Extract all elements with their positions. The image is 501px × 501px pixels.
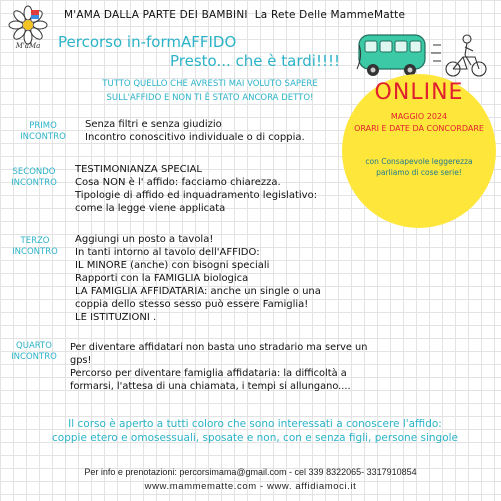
closing-text [30,417,480,445]
section-label-line: INCONTRO [20,132,66,142]
tagline-line: con Consapevole leggerezza [365,157,473,166]
network-name: La Rete Delle MammeMatte [254,9,406,21]
section-body-secondo [75,163,317,215]
course-title: Percorso in-formAFFIDO [58,33,237,51]
online-headline: ONLINE [374,80,464,105]
intro-line: TUTTO QUELLO CHE AVRESTI MAI VOLUTO SAPERE [102,79,318,89]
section-line: come la legge viene applicata [75,203,226,214]
section-line: Aggiungi un posto a tavola! [75,234,214,245]
flower-logo-icon [5,4,51,50]
closing-line: coppie etero e omosessuali, sposate e non, con e senza figli, persone singole [52,432,458,444]
closing-line: Il corso è aperto a tutti coloro che sono interessati a conoscere l'affido: [68,418,442,430]
section-label-terzo [4,236,66,258]
badge-tagline [354,156,484,178]
section-label-quarto [3,341,65,363]
section-label-line: QUARTO [16,341,52,351]
org-name: M'AMA DALLA PARTE DEI BAMBINI [64,9,248,21]
footer-websites: www.mammematte.com - www. affidiamoci.it [144,481,357,492]
tagline-line: parliamo di cose serie! [376,168,462,177]
section-label-line: INCONTRO [11,178,57,188]
section-line: Rapporti con la FAMIGLIA biologica [75,273,249,284]
header-title [64,9,405,21]
section-line: formarsi, l'attesa di una chiamata, i tempi si allungano.... [70,381,351,392]
badge-schedule [345,111,493,135]
section-line: IL MINORE (anche) con bisogni speciali [75,260,270,271]
section-label-line: PRIMO [29,121,57,131]
bus-illustration-icon [355,25,495,81]
section-label-secondo [3,167,65,189]
section-line: Tipologie di affido ed inquadramento legislativo: [75,190,318,201]
section-label-primo [12,121,74,143]
section-body-primo [85,118,305,144]
section-label-line: INCONTRO [12,247,58,257]
svg-text:M'aMa: M'aMa [15,42,41,50]
section-label-line: SECONDO [12,167,56,177]
section-body-quarto [70,341,367,393]
section-line: Incontro conoscitivo individuale o di coppia. [85,132,305,143]
section-line: gps! [70,355,92,366]
intro-text [60,77,360,105]
section-line: In tanti intorno al tavolo dell'AFFIDO: [75,247,260,258]
section-line: TESTIMONIANZA SPECIAL [75,164,202,175]
section-line: coppia dello stesso sesso può essere Famiglia! [75,299,309,310]
section-line: Senza filtri e senza giudizio [85,119,222,130]
section-label-line: INCONTRO [11,352,57,362]
intro-line: SULL'AFFIDO E NON TI È STATO ANCORA DETTO! [106,93,314,103]
badge-schedule-text: ORARI E DATE DA CONCORDARE [354,124,484,133]
course-subtitle: Presto... che è tardi!!!! [170,52,340,70]
section-label-line: TERZO [20,236,50,246]
section-body-terzo [75,233,321,324]
section-line: LE ISTITUZIONI . [75,312,157,323]
footer-contact: Per info e prenotazioni: percorsimama@gmail.com - cel 339 8322065- 3317910854 [84,467,417,477]
section-line: LA FAMIGLIA AFFIDATARIA: anche un single o una [75,286,321,297]
section-line: Percorso per diventare famiglia affidataria: la difficoltà a [70,368,347,379]
badge-date: MAGGIO 2024 [390,112,448,121]
section-line: Per diventare affidatari non basta uno stradario ma serve un [70,342,368,353]
section-line: Cosa NON è l' affido: facciamo chiarezza. [75,177,281,188]
